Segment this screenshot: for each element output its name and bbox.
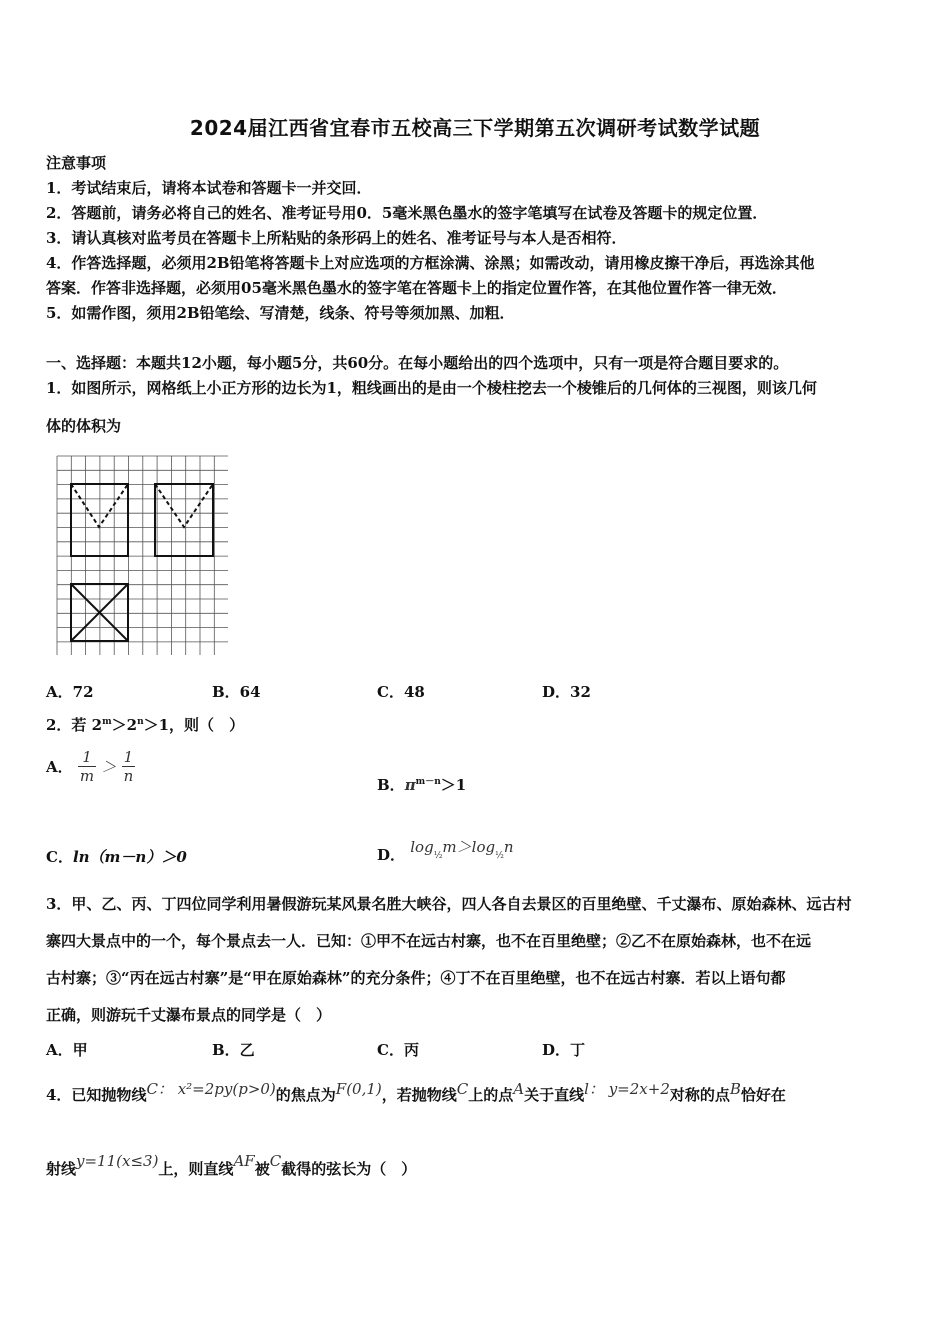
notice-item: 4．作答选择题，必须用2B铅笔将答题卡上对应选项的方框涂满、涂黑；如需改动，请用橡皮擦干净后，再选涂其他 bbox=[46, 254, 815, 272]
q3-stem: 3．甲、乙、丙、丁四位同学利用暑假游玩某风景名胜大峡谷，四人各自去景区的百里绝壁、千丈瀑布、原始森林、远古村 bbox=[46, 895, 852, 913]
q3-option-b[interactable]: B．乙 bbox=[212, 1041, 255, 1059]
notice-item: 5．如需作图，须用2B铅笔绘、写清楚，线条、符号等须加黑、加粗． bbox=[46, 304, 515, 322]
hidden-edges bbox=[71, 484, 213, 527]
q3-stem-cont: 寨四大景点中的一个，每个景点去一人．已知：①甲不在远古村寨，也不在百里绝壁；②乙不在原始森林，也不在远 bbox=[46, 932, 812, 950]
q2-option-a[interactable]: A． $\frac{1}{m}$ ＞ $\frac{1}{n}$ bbox=[46, 748, 134, 785]
three-view-figure bbox=[56, 455, 228, 655]
q3-stem-cont: 正确，则游玩千丈瀑布景点的同学是（ ） bbox=[46, 1006, 332, 1024]
q3-option-d[interactable]: D．丁 bbox=[542, 1041, 586, 1059]
notice-heading: 注意事项 bbox=[46, 154, 107, 172]
section-heading: 一、选择题：本题共12小题，每小题5分，共60分。在每小题给出的四个选项中，只有一项是符合题目要求的。 bbox=[46, 354, 789, 372]
q3-option-a[interactable]: A．甲 bbox=[46, 1041, 88, 1059]
q1-option-c[interactable]: C．48 bbox=[377, 683, 425, 701]
views bbox=[71, 484, 213, 641]
q1-stem: 1．如图所示，网格纸上小正方形的边长为1，粗线画出的是由一个棱柱挖去一个棱锥后的几何体的三视图，则该几何 bbox=[46, 379, 817, 397]
q3-option-c[interactable]: C．丙 bbox=[377, 1041, 419, 1059]
notice-item: 3．请认真核对监考员在答题卡上所粘贴的条形码上的姓名、准考证号与本人是否相符． bbox=[46, 229, 627, 247]
q2-option-b[interactable]: B．$\pi^{m-n}>1$ bbox=[377, 776, 467, 794]
q2-option-d[interactable]: D． $\log_{\frac{1}{2}}m>\log_{\frac{1}{2}}n$ bbox=[377, 838, 514, 864]
q4-stem-cont: 射线y=11(x≤3)上，则直线AF被C截得的弦长为（ ） bbox=[46, 1152, 417, 1178]
page-title: 2024届江西省宜春市五校高三下学期第五次调研考试数学试题 bbox=[189, 116, 761, 140]
q2-stem: 2．若 $2^m>2^n>1$，则（ ） bbox=[46, 716, 245, 734]
q3-stem-cont: 古村寨；③“丙在远古村寨”是“甲在原始森林”的充分条件；④丁不在百里绝壁，也不在远古村寨．若以上语句都 bbox=[46, 969, 786, 987]
q2-option-c[interactable]: C．ln（m－n）＞0 bbox=[46, 848, 187, 866]
q1-stem-cont: 体的体积为 bbox=[46, 417, 122, 435]
side-view bbox=[155, 484, 213, 556]
q4-stem: 4．已知抛物线C： x²=2py(p>0)的焦点为F(0,1)，若抛物线C上的点A关于直线l： y=2x+2对称的点B恰好在 bbox=[46, 1080, 786, 1104]
q1-option-b[interactable]: B．64 bbox=[212, 683, 261, 701]
q1-option-d[interactable]: D．32 bbox=[542, 683, 591, 701]
notice-item: 答案．作答非选择题，必须用05毫米黑色墨水的签字笔在答题卡上的指定位置作答，在其他位置作答一律无效． bbox=[46, 279, 787, 297]
notice-item: 1．考试结束后，请将本试卷和答题卡一并交回． bbox=[46, 179, 372, 197]
notice-item: 2．答题前，请务必将自己的姓名、准考证号用0．5毫米黑色墨水的签字笔填写在试卷及答题卡的规定位置． bbox=[46, 204, 768, 222]
q1-option-a[interactable]: A．72 bbox=[46, 683, 94, 701]
